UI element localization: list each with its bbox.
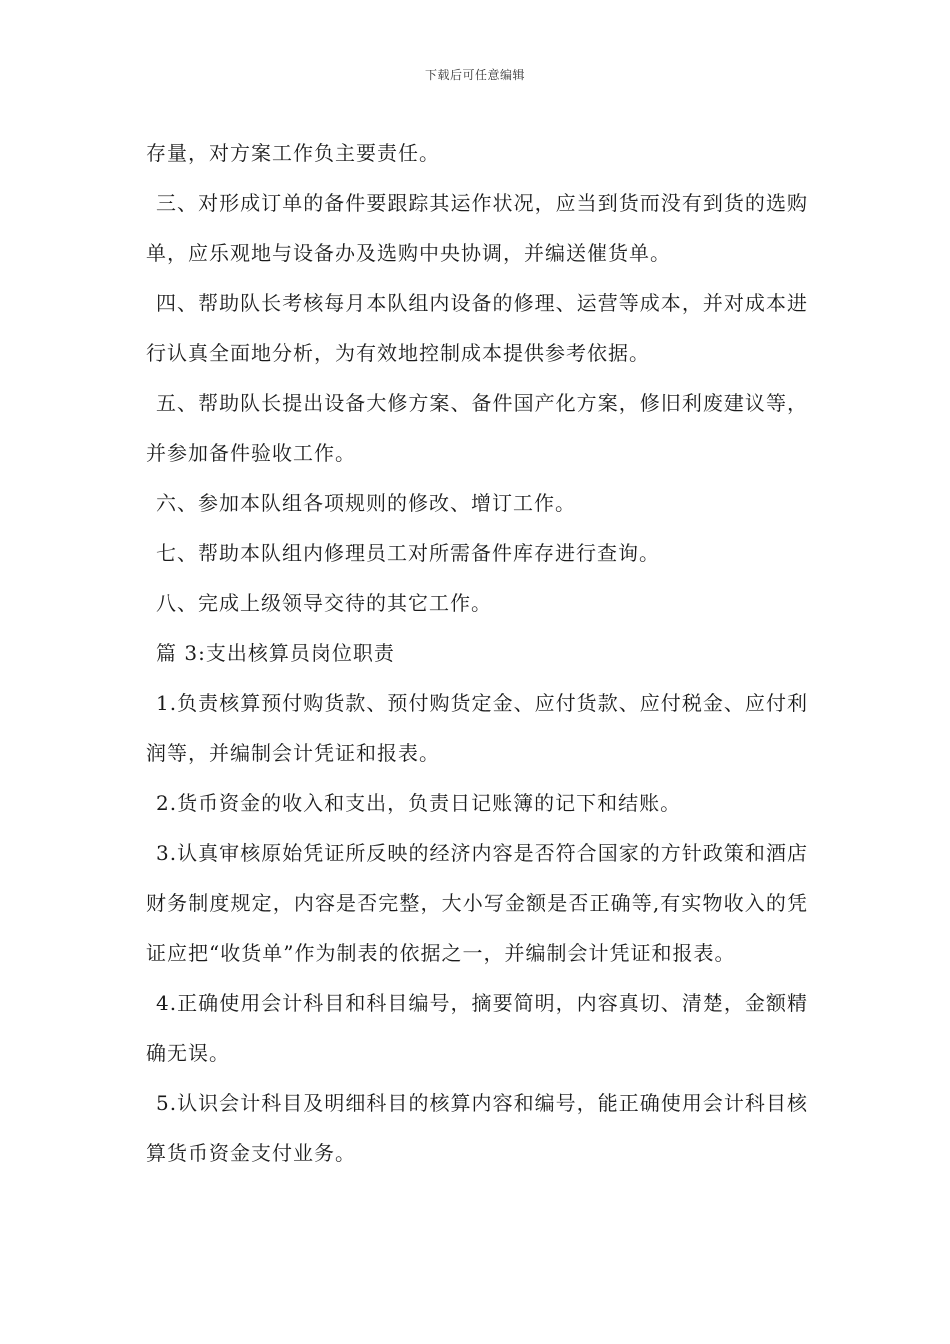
paragraph-13: 5.认识会计科目及明细科目的核算内容和编号，能正确使用会计科目核算货币资金支付业务。 [146, 1091, 808, 1165]
document-body [146, 128, 808, 1178]
paragraph-11: 3.认真审核原始凭证所反映的经济内容是否符合国家的方针政策和酒店财务制度规定，内容是否完整，大小写金额是否正确等,有实物收入的凭证应把“收货单”作为制表的依据之一，并编制会计凭证和报表。 [146, 841, 808, 965]
paragraph-5: 六、参加本队组各项规则的修改、增订工作。 [156, 491, 576, 515]
paragraph-4: 五、帮助队长提出设备大修方案、备件国产化方案，修旧利废建议等，并参加备件验收工作。 [146, 391, 808, 465]
paragraph-6: 七、帮助本队组内修理员工对所需备件库存进行查询。 [156, 541, 660, 565]
paragraph-10: 2.货币资金的收入和支出，负责日记账簿的记下和结账。 [156, 791, 682, 815]
paragraph-2: 三、对形成订单的备件要跟踪其运作状况，应当到货而没有到货的选购单，应乐观地与设备办及选购中央协调，并编送催货单。 [146, 191, 808, 265]
page-header: 下载后可任意编辑 [424, 68, 525, 82]
section-heading: 篇 3:支出核算员岗位职责 [156, 641, 395, 665]
paragraph-1: 存量，对方案工作负主要责任。 [146, 141, 440, 165]
paragraph-12: 4.正确使用会计科目和科目编号，摘要简明，内容真切、清楚，金额精确无误。 [146, 991, 808, 1065]
paragraph-7: 八、完成上级领导交待的其它工作。 [156, 591, 492, 615]
paragraph-3: 四、帮助队长考核每月本队组内设备的修理、运营等成本，并对成本进行认真全面地分析，为有效地控制成本提供参考依据。 [146, 291, 808, 365]
paragraph-9: 1.负责核算预付购货款、预付购货定金、应付货款、应付税金、应付利润等，并编制会计凭证和报表。 [146, 691, 808, 765]
